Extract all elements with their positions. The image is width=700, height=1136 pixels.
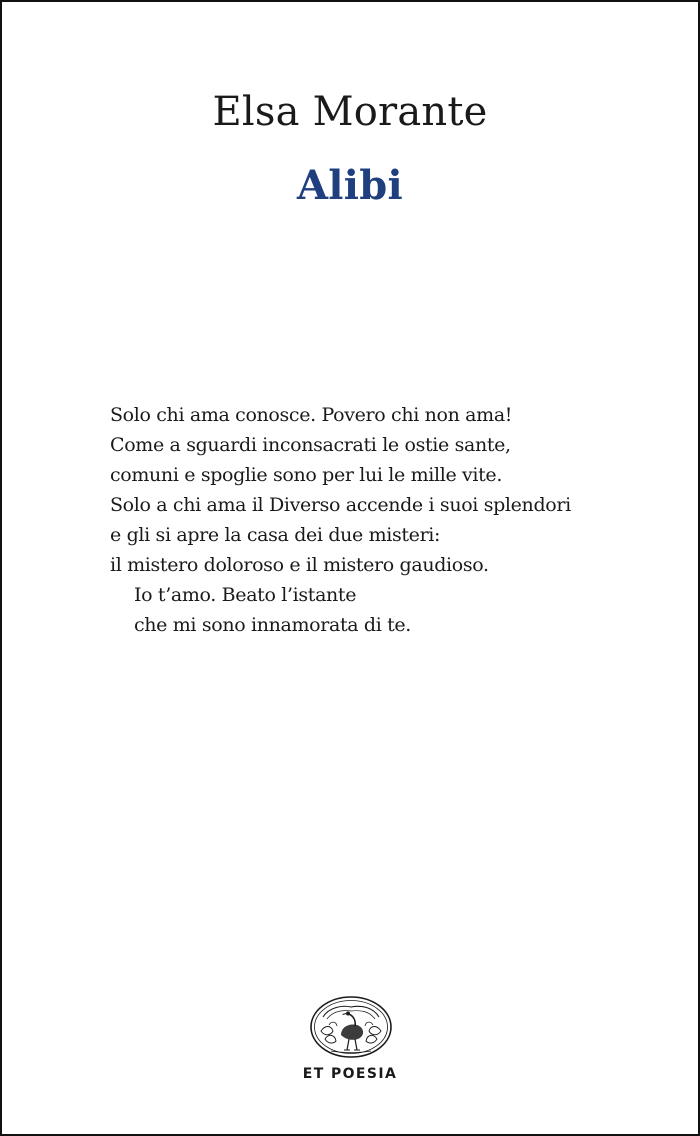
- poem-line: il mistero doloroso e il mistero gaudioso.: [110, 554, 489, 576]
- poem-excerpt: [110, 400, 670, 640]
- series-name: ET POESIA: [302, 1066, 398, 1082]
- poem-line: Solo a chi ama il Diverso accende i suoi splendori: [110, 494, 571, 516]
- einaudi-ostrich-emblem-icon: [309, 995, 393, 1059]
- poem-line: comuni e spoglie sono per lui le mille vite.: [110, 464, 503, 486]
- poem-line: Io t’amo. Beato l’istante: [134, 584, 357, 606]
- book-title: Alibi: [296, 162, 404, 209]
- author-name: Elsa Morante: [212, 89, 488, 135]
- poem-line: e gli si apre la casa dei due misteri:: [110, 524, 441, 546]
- poem-line: che mi sono innamorata di te.: [134, 614, 411, 636]
- poem-line: Come a sguardi inconsacrati le ostie sante,: [110, 434, 511, 456]
- poem-line: Solo chi ama conosce. Povero chi non ama!: [110, 404, 513, 426]
